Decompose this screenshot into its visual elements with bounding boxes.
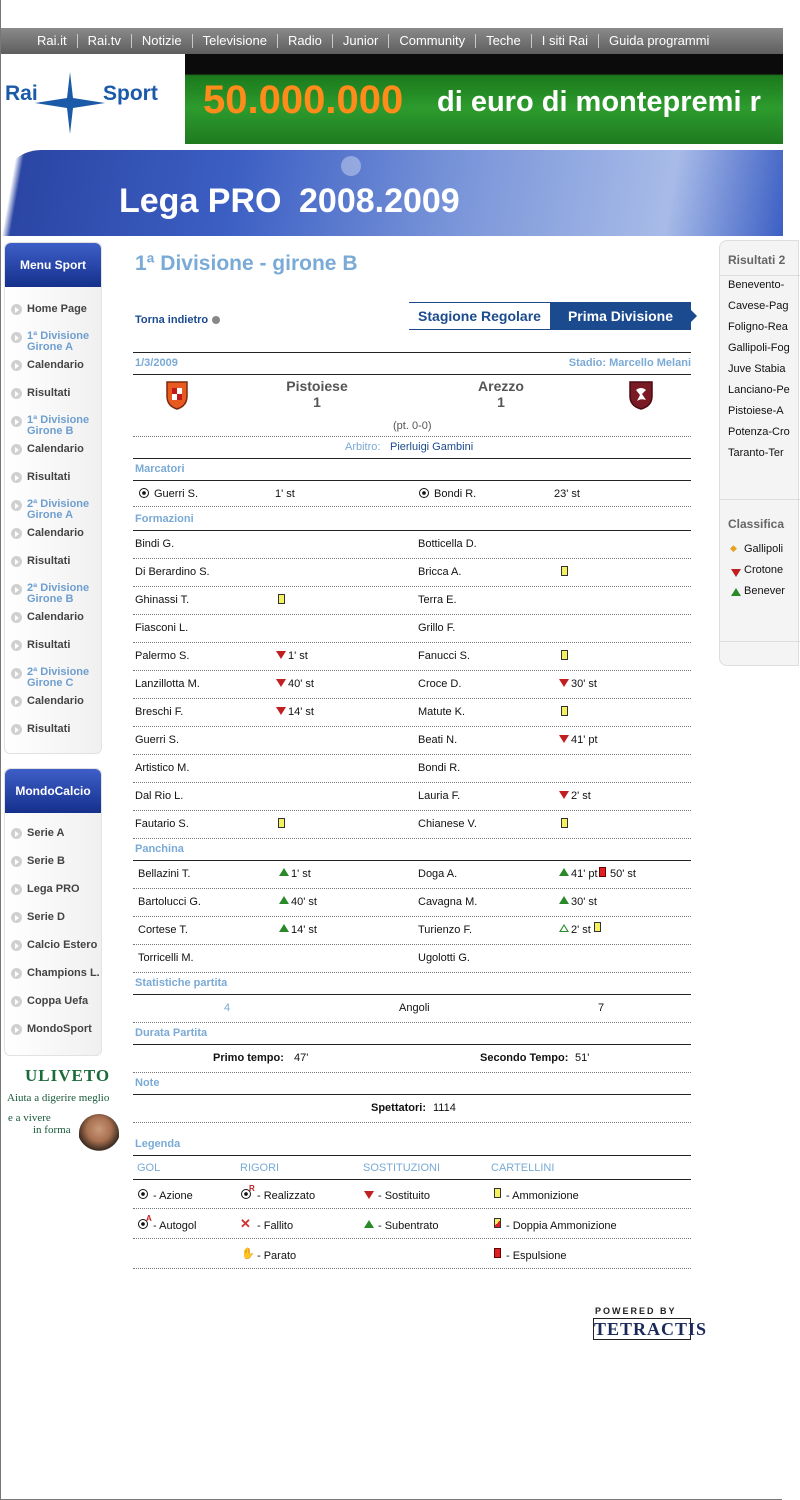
away-player: Bondi R. — [418, 762, 461, 774]
arrow-bullet-icon — [11, 304, 22, 315]
standings-item[interactable]: Gallipoli — [744, 543, 784, 555]
logo-star-icon — [35, 72, 105, 134]
home-player: Guerri S. — [135, 734, 180, 746]
nav-community[interactable]: Community — [389, 34, 476, 48]
first-half-duration: 47' — [294, 1052, 309, 1064]
row-divider — [133, 586, 691, 587]
nav-radio[interactable]: Radio — [278, 34, 333, 48]
substituted-in-icon — [364, 1220, 374, 1228]
rai-sport-logo[interactable] — [1, 54, 185, 144]
result-item[interactable]: Pistoiese-A — [728, 405, 784, 417]
home-player: Breschi F. — [135, 706, 184, 718]
red-card-icon — [494, 1248, 501, 1258]
logo-rai-text: Rai — [5, 82, 38, 105]
goal-ball-icon — [138, 1189, 148, 1199]
row-divider — [133, 810, 691, 811]
halftime-score: (pt. 0-0) — [393, 420, 432, 432]
match-stadium: Stadio: Marcello Melani — [568, 357, 691, 369]
top-navigation — [1, 28, 783, 54]
row-divider — [133, 972, 691, 973]
yellow-card-icon — [278, 594, 285, 604]
nav-rai-tv[interactable]: Rai.tv — [78, 34, 132, 48]
menu-serie-a[interactable]: Serie A — [11, 827, 65, 839]
substituted-out-icon — [276, 707, 286, 715]
arrow-bullet-icon — [11, 968, 22, 979]
nav-notizie[interactable]: Notizie — [132, 34, 193, 48]
substituted-out-icon — [559, 735, 569, 743]
substituted-in-icon — [279, 924, 289, 932]
arrow-bullet-icon — [11, 500, 22, 511]
yellow-card-icon — [494, 1188, 501, 1198]
yellow-card-icon — [561, 566, 568, 576]
menu-2div-gir-b[interactable]: 2ª Divisione Girone B — [11, 583, 99, 605]
substituted-in-icon — [279, 868, 289, 876]
down-arrow-icon — [731, 569, 741, 577]
away-player: Grillo F. — [418, 622, 456, 634]
menu-mondosport[interactable]: MondoSport — [11, 1023, 92, 1035]
away-team-score: 1 — [497, 394, 505, 410]
menu-risultati-1b[interactable]: Risultati — [11, 471, 70, 483]
row-divider — [133, 1208, 691, 1209]
arezzo-crest-icon — [628, 380, 654, 410]
arrow-bullet-icon — [11, 528, 22, 539]
up-arrow-icon — [731, 588, 741, 596]
row-divider — [133, 1238, 691, 1239]
tab-prima-divisione[interactable]: Prima Divisione — [550, 303, 691, 329]
penalty-saved-icon: ✋ — [241, 1248, 255, 1260]
away-player: Croce D. — [418, 678, 462, 690]
yellow-card-icon — [561, 706, 568, 716]
powered-by-label: POWERED BY — [595, 1306, 677, 1316]
red-card-time: 50' st — [610, 868, 636, 880]
arrow-bullet-icon — [11, 856, 22, 867]
menu-1div-gir-a[interactable]: 1ª Divisione Girone A — [11, 331, 99, 353]
substituted-out-icon — [559, 791, 569, 799]
spectators-count: 1114 — [433, 1102, 456, 1114]
penalty-missed-icon: ✕ — [240, 1216, 251, 1231]
menu-calendario-1b[interactable]: Calendario — [11, 443, 84, 455]
arrow-bullet-icon — [11, 828, 22, 839]
banner-text: di euro di montepremi r — [437, 86, 761, 118]
red-card-icon — [599, 867, 606, 877]
legend-header-rigori: RIGORI — [240, 1162, 280, 1174]
match-detail-panel — [123, 236, 708, 1366]
menu-2div-gir-a[interactable]: 2ª Divisione Girone A — [11, 499, 99, 521]
legend-autogol: - Autogol — [153, 1220, 197, 1232]
home-player: Ghinassi T. — [135, 594, 190, 606]
referee-label: Arbitro: — [345, 441, 381, 453]
arrow-bullet-icon — [11, 416, 22, 427]
away-player: Fanucci S. — [418, 650, 470, 662]
home-player: Fautario S. — [135, 818, 189, 830]
penalty-r-icon: R — [249, 1184, 255, 1193]
nav-teche[interactable]: Teche — [476, 34, 532, 48]
home-team-name: Pistoiese — [286, 378, 348, 394]
arrow-bullet-icon — [11, 912, 22, 923]
menu-risultati-2b[interactable]: Risultati — [11, 639, 70, 651]
yellow-card-icon — [561, 818, 568, 828]
section-hero — [1, 150, 783, 236]
row-divider — [133, 782, 691, 783]
row-divider — [133, 726, 691, 727]
yellow-card-icon — [561, 650, 568, 660]
sub-time: 14' st — [291, 924, 317, 936]
substituted-in-icon — [559, 924, 569, 932]
arrow-bullet-icon — [11, 640, 22, 651]
arrow-bullet-icon — [11, 556, 22, 567]
bench-away-player: Turienzo F. — [418, 924, 473, 936]
home-player: Dal Rio L. — [135, 790, 184, 802]
sub-time: 2' st — [571, 790, 591, 802]
divider — [133, 374, 691, 375]
nav-televisione[interactable]: Televisione — [193, 34, 278, 48]
row-divider — [133, 916, 691, 917]
pistoiese-crest-icon — [165, 380, 189, 410]
uliveto-tagline-2: e a vivere — [8, 1112, 51, 1124]
divider — [133, 530, 691, 531]
row-divider — [133, 558, 691, 559]
legend-espulsione: - Espulsione — [506, 1250, 567, 1262]
arrow-bullet-icon — [11, 612, 22, 623]
row-divider — [133, 944, 691, 945]
divider — [133, 1155, 691, 1156]
bench-home-player: Cortese T. — [138, 924, 188, 936]
legend-azione: - Azione — [153, 1190, 193, 1202]
results-title: Risultati 2 — [728, 253, 786, 267]
divider — [133, 1072, 691, 1073]
menu-sport-box — [4, 242, 102, 754]
bench-home-player: Bellazini T. — [138, 868, 191, 880]
bench-away-player: Cavagna M. — [418, 896, 478, 908]
substituted-in-icon — [279, 896, 289, 904]
bench-home-player: Bartolucci G. — [138, 896, 201, 908]
home-player: Fiasconi L. — [135, 622, 189, 634]
legend-header-sostituzioni: SOSTITUZIONI — [363, 1162, 440, 1174]
arrow-bullet-icon — [11, 388, 22, 399]
home-team-score: 1 — [313, 394, 321, 410]
hero-title: Lega PRO — [119, 182, 282, 220]
menu-calendario-2c[interactable]: Calendario — [11, 695, 84, 707]
uliveto-ad[interactable] — [5, 1064, 121, 1154]
menu-risultati-2a[interactable]: Risultati — [11, 555, 70, 567]
right-sidebar — [719, 240, 799, 666]
menu-serie-d[interactable]: Serie D — [11, 911, 65, 923]
tab-arrow-icon — [691, 310, 697, 322]
home-player: Lanzillotta M. — [135, 678, 200, 690]
menu-calendario-2a[interactable]: Calendario — [11, 527, 84, 539]
row-divider — [133, 1268, 691, 1269]
away-player: Terra E. — [418, 594, 457, 606]
row-divider — [133, 670, 691, 671]
hero-ball-decoration — [341, 156, 361, 176]
sub-time: 41' pt — [571, 734, 598, 746]
powered-by-tetractis[interactable] — [593, 1306, 708, 1342]
sub-time: 1' st — [288, 650, 308, 662]
substituted-in-icon — [559, 896, 569, 904]
result-item[interactable]: Lanciano-Pe — [728, 384, 790, 396]
result-item[interactable]: Benevento- — [728, 279, 785, 291]
home-player: Bindi G. — [135, 538, 175, 550]
away-player: Chianese V. — [418, 818, 477, 830]
sub-time: 1' st — [291, 868, 311, 880]
substituted-out-icon — [364, 1191, 374, 1199]
nav-guida-programmi[interactable]: Guida programmi — [609, 33, 710, 48]
menu-home-page[interactable]: Home Page — [11, 303, 87, 315]
menu-calendario-1a[interactable]: Calendario — [11, 359, 84, 371]
goal-ball-icon — [419, 488, 429, 498]
nav-rai-it[interactable]: Rai.it — [27, 34, 78, 48]
sub-time: 2' st — [571, 924, 591, 936]
legend-doppia: - Doppia Ammonizione — [506, 1220, 617, 1232]
divider — [720, 641, 800, 642]
divider — [133, 1122, 691, 1123]
promo-banner[interactable] — [185, 54, 783, 144]
result-item[interactable]: Foligno-Rea — [728, 321, 788, 333]
away-player: Matute K. — [418, 706, 466, 718]
row-divider — [133, 698, 691, 699]
row-divider — [133, 754, 691, 755]
hero-season: 2008.2009 — [299, 182, 460, 220]
arrow-bullet-icon — [11, 996, 22, 1007]
spectators-label: Spettatori: — [371, 1102, 426, 1114]
away-team-name: Arezzo — [478, 378, 524, 394]
section-panchina: Panchina — [135, 843, 184, 855]
menu-calcio-estero[interactable]: Calcio Estero — [11, 939, 97, 951]
row-divider — [133, 888, 691, 889]
substituted-in-icon — [559, 868, 569, 876]
substituted-out-icon — [276, 679, 286, 687]
result-item[interactable]: Potenza-Cro — [728, 426, 790, 438]
sub-time: 40' st — [288, 678, 314, 690]
home-player: Di Berardino S. — [135, 566, 210, 578]
second-half-duration: 51' — [575, 1052, 590, 1064]
banner-amount: 50.000.000 — [203, 78, 404, 122]
first-half-label: Primo tempo: — [213, 1052, 284, 1064]
divider — [133, 1022, 691, 1023]
substituted-out-icon — [276, 651, 286, 659]
uliveto-tagline-1: Aiuta a digerire meglio — [7, 1092, 110, 1104]
away-player: Bricca A. — [418, 566, 462, 578]
row-divider — [133, 838, 691, 839]
stat-home-corners: 4 — [224, 1002, 231, 1014]
home-player: Palermo S. — [135, 650, 190, 662]
result-item[interactable]: Juve Stabia — [728, 363, 786, 375]
match-date: 1/3/2009 — [135, 357, 178, 369]
home-player: Artistico M. — [135, 762, 190, 774]
divider — [133, 480, 691, 481]
divider — [133, 860, 691, 861]
referee-name[interactable]: Pierluigi Gambini — [390, 441, 474, 453]
divider — [720, 499, 800, 500]
divider — [133, 506, 691, 507]
menu-calendario-2b[interactable]: Calendario — [11, 611, 84, 623]
menu-serie-b[interactable]: Serie B — [11, 855, 65, 867]
season-tabs — [409, 302, 691, 330]
legend-header-gol: GOL — [137, 1162, 161, 1174]
divider — [133, 1094, 691, 1095]
divider — [133, 1179, 691, 1180]
legend-sostituito: - Sostituito — [378, 1190, 430, 1202]
page-title: 1ª Divisione - girone B — [135, 252, 358, 275]
away-player: Beati N. — [418, 734, 458, 746]
legend-subentrato: - Subentrato — [378, 1220, 439, 1232]
sub-time: 14' st — [288, 706, 314, 718]
row-divider — [133, 614, 691, 615]
arrow-bullet-icon — [11, 940, 22, 951]
back-link[interactable]: Torna indietro — [135, 314, 220, 326]
menu-lega-pro[interactable]: Lega PRO — [11, 883, 80, 895]
divider — [133, 436, 691, 437]
section-note: Note — [135, 1077, 160, 1089]
standings-title: Classifica — [728, 517, 785, 531]
result-item[interactable]: Taranto-Ter — [728, 447, 784, 459]
goal-ball-icon — [139, 488, 149, 498]
result-item[interactable]: Cavese-Pag — [728, 300, 789, 312]
back-arrow-icon — [212, 316, 220, 324]
section-marcatori: Marcatori — [135, 463, 185, 475]
sub-time: 30' st — [571, 896, 597, 908]
arrow-bullet-icon — [11, 884, 22, 895]
arrow-bullet-icon — [11, 584, 22, 595]
arrow-bullet-icon — [11, 332, 22, 343]
away-player: Botticella D. — [418, 538, 477, 550]
section-formazioni: Formazioni — [135, 513, 194, 525]
legend-parato: - Parato — [257, 1250, 297, 1262]
stable-arrows-icon: ◆ — [730, 543, 737, 553]
bench-away-player: Doga A. — [418, 868, 458, 880]
standings-item[interactable]: Benever — [744, 585, 785, 597]
divider — [720, 275, 800, 276]
menu-sport-title: Menu Sport — [5, 243, 101, 287]
section-legenda: Legenda — [135, 1138, 181, 1150]
divider — [133, 1044, 691, 1045]
bench-away-player: Ugolotti G. — [418, 952, 470, 964]
menu-1div-gir-b[interactable]: 1ª Divisione Girone B — [11, 415, 99, 437]
menu-champions[interactable]: Champions L. — [11, 967, 100, 979]
away-scorer: Bondi R. — [434, 488, 477, 500]
sub-time: 41' pt — [571, 868, 598, 880]
uliveto-brand: ULIVETO — [25, 1066, 111, 1085]
yellow-card-icon — [594, 922, 601, 932]
sub-time: 40' st — [291, 896, 317, 908]
logo-sport-text: Sport — [103, 82, 158, 105]
double-yellow-card-icon — [494, 1218, 501, 1228]
mondocalcio-title: MondoCalcio — [5, 769, 101, 813]
stat-label-angoli: Angoli — [399, 1002, 430, 1014]
menu-risultati-1a[interactable]: Risultati — [11, 387, 70, 399]
row-divider — [133, 642, 691, 643]
away-player: Lauria F. — [418, 790, 461, 802]
menu-2div-gir-c[interactable]: 2ª Divisione Girone C — [11, 667, 99, 689]
section-durata: Durata Partita — [135, 1027, 208, 1039]
uliveto-tagline-3: in forma — [33, 1124, 71, 1136]
legend-header-cartellini: CARTELLINI — [491, 1162, 555, 1174]
nav-junior[interactable]: Junior — [333, 34, 389, 48]
arrow-bullet-icon — [11, 696, 22, 707]
divider — [133, 994, 691, 995]
section-statistiche: Statistiche partita — [135, 977, 228, 989]
nav-siti-rai[interactable]: I siti Rai — [532, 34, 599, 48]
arrow-bullet-icon — [11, 668, 22, 679]
legend-fallito: - Fallito — [257, 1220, 294, 1232]
home-scorer: Guerri S. — [154, 488, 199, 500]
divider — [133, 352, 691, 353]
bench-home-player: Torricelli M. — [138, 952, 194, 964]
arrow-bullet-icon — [11, 1024, 22, 1035]
arrow-bullet-icon — [11, 724, 22, 735]
away-scorer-time: 23' st — [554, 488, 580, 500]
home-scorer-time: 1' st — [275, 488, 295, 500]
mondocalcio-box — [4, 768, 102, 1056]
uliveto-person-image — [79, 1114, 119, 1152]
menu-risultati-2c[interactable]: Risultati — [11, 723, 70, 735]
legend-realizzato: - Realizzato — [257, 1190, 316, 1202]
legend-ammonizione: - Ammonizione — [506, 1190, 579, 1202]
yellow-card-icon — [278, 818, 285, 828]
stat-away-corners: 7 — [598, 1002, 605, 1014]
standings-item[interactable]: Crotone — [744, 564, 784, 576]
arrow-bullet-icon — [11, 444, 22, 455]
arrow-bullet-icon — [11, 472, 22, 483]
menu-coppa-uefa[interactable]: Coppa Uefa — [11, 995, 88, 1007]
arrow-bullet-icon — [11, 360, 22, 371]
tetractis-logo: TETRACTIS — [594, 1319, 708, 1339]
tab-stagione-regolare[interactable]: Stagione Regolare — [409, 303, 550, 329]
substituted-out-icon — [559, 679, 569, 687]
sub-time: 30' st — [571, 678, 597, 690]
own-goal-a-icon: A — [146, 1214, 152, 1223]
result-item[interactable]: Gallipoli-Fog — [728, 342, 790, 354]
divider — [133, 458, 691, 459]
second-half-label: Secondo Tempo: — [480, 1052, 569, 1064]
